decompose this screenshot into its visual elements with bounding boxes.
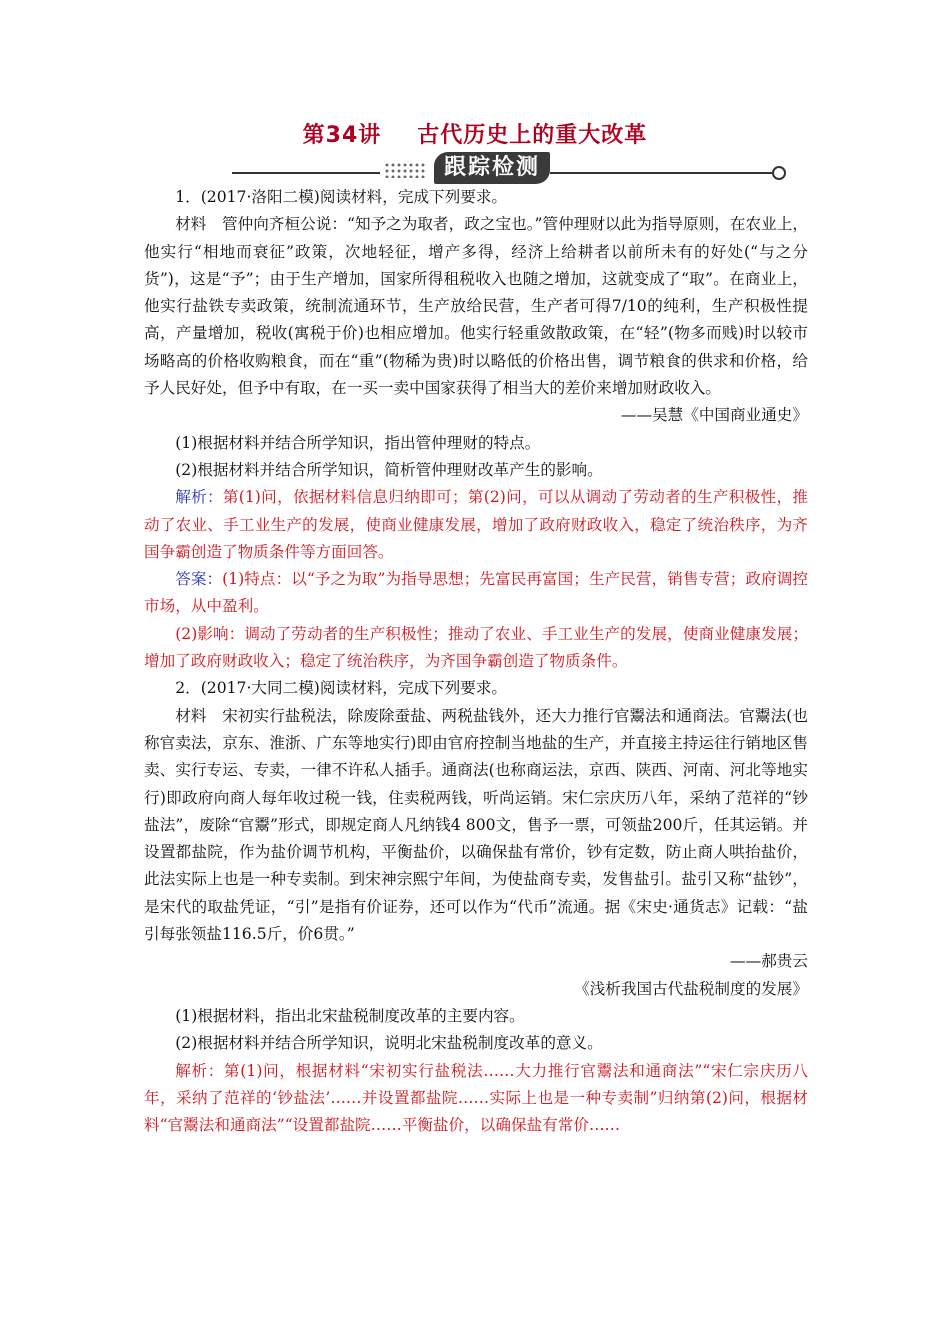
q1-answer — [144, 566, 808, 621]
q1-material — [144, 211, 808, 402]
q1-source: ——吴慧《中国商业通史》 — [620, 406, 808, 425]
q1-stem: 1．(2017·洛阳二模)阅读材料，完成下列要求。 — [175, 188, 508, 206]
banner-left-line — [232, 172, 380, 174]
q1-sub1: (1)根据材料并结合所学知识，指出管仲理财的特点。 — [175, 433, 541, 452]
q2-material-text: 宋初实行盐税法，除废除蚕盐、两税盐钱外，还大力推行官鬻法和通商法。官鬻法(也称官卖法，京东、淮浙、广东等地实行)即由官府控制当地盐的生产，并直接主持运往行销地区售卖、实行专运、专卖，一律不许私人插手。通商法(也称商运法，京西、陕西、河南、河北等地实行)即政府向商人每年收过税一钱，住卖税两钱，听尚运销。宋仁宗庆历八年，采纳了范祥的“钞盐法”，废除“官鬻”形式，即规定商人凡纳钱4 800文，售予一票，可领盐200斤，任其运销。并设置都盐院，作为盐价调节机构，平衡盐价，以确保盐有常价，钞有定数，防止商人哄抬盐价，此法实际上也是一种专卖制。到宋神宗熙宁年间，为使盐商专卖，发售盐引。盐引又称“盐钞”，是宋代的取盐凭证，“引”是指有价证券，还可以作为“代币”流通。据《宋史·通货志》记载：“盐引每张领盐116.5斤，价6贯。” — [144, 706, 808, 944]
q2-stem: 2．(2017·大同二模)阅读材料，完成下列要求。 — [175, 679, 508, 698]
page-title — [0, 118, 950, 149]
q1-material-text: 管仲向齐桓公说：“知予之为取者，政之宝也。”管仲理财以此为指导原则，在农业上，他实行“相地而衰征”政策，次地轻征，增产多得，经济上给耕者以前所未有的好处(“与之分货”)，这是“予”；由于生产增加，国家所得租税收入也随之增加，这就变成了“取”。在商业上，他实行盐铁专卖政策，统制流通环节，生产放给民营，生产者可得7/10的纯利，生产积极性提高，产量增加，税收(寓税于价)也相应增加。他实行轻重敛散政策，在“轻”(物多而贱)时以较市场略高的价格收购粮食，而在“重”(物稀为贵)时以略低的价格出售，调节粮食的供求和价格，给予人民好处，但予中有取，在一买一卖中国家获得了相当大的差价来增加财政收入。 — [144, 215, 808, 398]
q1-analysis — [144, 484, 808, 566]
q2-analysis-text: 第(1)问，根据材料“宋初实行盐税法……大力推行官鬻法和通商法”“宋仁宗庆历八年，采纳了范祥的‘钞盐法’……并设置都盐院……实际上也是一种专卖制”归纳第(2)问，根据材料“官鬻法和通商法”“设置都盐院……平衡盐价，以确保盐有常价…… — [144, 1061, 808, 1135]
q1-material-label: 材料 — [175, 215, 207, 234]
banner-label: 跟踪检测 — [434, 152, 550, 184]
q2-material — [144, 703, 808, 949]
q2-source-author: ——郝贵云 — [730, 952, 808, 971]
q2-analysis — [144, 1058, 808, 1140]
q1-sub2: (2)根据材料并结合所学知识，简析管仲理财改革产生的影响。 — [175, 460, 603, 479]
q1-answer-label: 答案： — [175, 570, 223, 589]
q2-source-title: 《浅析我国古代盐税制度的发展》 — [574, 979, 808, 998]
q2-sub2: (2)根据材料并结合所学知识，说明北宋盐税制度改革的意义。 — [175, 1034, 603, 1053]
lesson-number: 第34讲 — [302, 123, 382, 148]
q1-answer-1: (1)特点：以“予之为取”为指导思想；先富民再富国；生产民营，销售专营；政府调控市场，从中盈利。 — [144, 570, 808, 616]
banner-ring-icon — [772, 166, 786, 180]
q1-answer-2: (2)影响：调动了劳动者的生产积极性；推动了农业、手工业生产的发展，使商业健康发展；增加了政府财政收入；稳定了统治秩序，为齐国争霸创造了物质条件。 — [144, 624, 808, 671]
lesson-title: 古代历史上的重大改革 — [417, 123, 648, 148]
q2-material-label: 材料 — [175, 706, 207, 725]
q2-sub1: (1)根据材料，指出北宋盐税制度改革的主要内容。 — [175, 1006, 525, 1025]
banner-dots — [384, 162, 426, 178]
q1-analysis-text: 第(1)问，依据材料信息归纳即可；第(2)问，可以从调动了劳动者的生产积极性，推动了农业、手工业生产的发展，使商业健康发展，增加了政府财政收入，稳定了统治秩序，为齐国争霸创造了物质条件等方面回答。 — [144, 488, 808, 561]
banner-right-line — [550, 172, 772, 174]
document-body — [144, 184, 808, 1139]
q1-analysis-label: 解析： — [175, 488, 223, 507]
q2-analysis-label: 解析： — [175, 1061, 225, 1080]
